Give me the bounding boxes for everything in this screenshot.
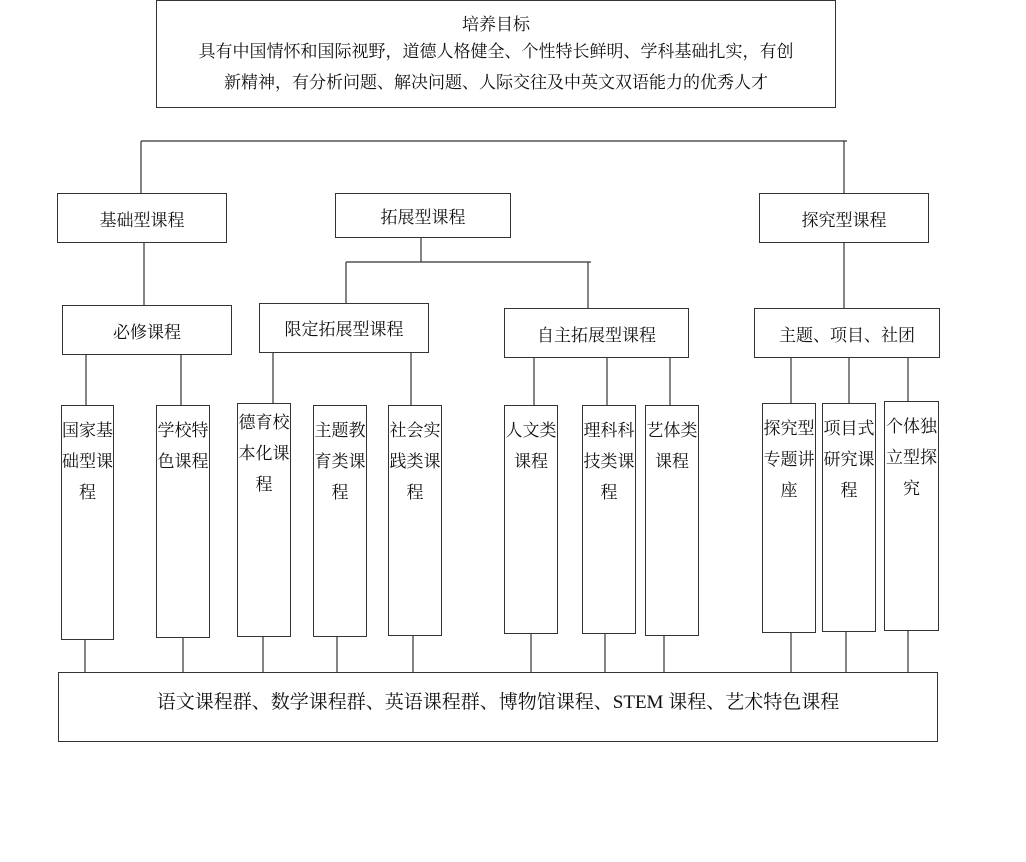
leaf-label: 理科科技类课程: [583, 421, 635, 503]
goal-title: 培养目标: [462, 15, 530, 35]
leaf-project-research: [822, 403, 876, 632]
leaf-school-feature: [156, 405, 210, 638]
leaf-label: 艺体类课程: [646, 421, 698, 472]
leaf-label: 个体独立型探究: [886, 417, 937, 499]
basic-course-box: 基础型课程: [57, 193, 227, 243]
leaf-label: 学校特色课程: [157, 421, 209, 472]
explore-course-box: 探究型课程: [759, 193, 929, 243]
leaf-theme-education: [313, 405, 367, 637]
leaf-label: 人文类课程: [505, 421, 557, 472]
leaf-individual-inquiry: [884, 401, 939, 631]
leaf-humanities: [504, 405, 558, 634]
course-groups-box: [58, 672, 938, 742]
extend-course-box: 拓展型课程: [335, 193, 511, 238]
leaf-national-basic: [61, 405, 114, 640]
goal-line-2: 新精神，有分析问题、解决问题、人际交往及中英文双语能力的优秀人才: [224, 73, 768, 93]
goal-line-1: 具有中国情怀和国际视野，道德人格健全、个性特长鲜明、学科基础扎实，有创: [198, 42, 794, 62]
leaf-label: 探究型专题讲座: [763, 419, 815, 501]
goal-box: [156, 0, 836, 108]
leaf-arts-sports: [645, 405, 699, 636]
leaf-label: 主题教育类课程: [314, 421, 366, 503]
required-course-box: 必修课程: [62, 305, 232, 355]
leaf-topic-lecture: [762, 403, 816, 633]
limited-extend-box: 限定拓展型课程: [259, 303, 429, 353]
leaf-label: 德育校本化课程: [238, 413, 290, 495]
self-extend-box: 自主拓展型课程: [504, 308, 689, 358]
topic-project-club-box: 主题、项目、社团: [754, 308, 940, 358]
leaf-moral-school: [237, 403, 291, 637]
leaf-label: 社会实践类课程: [389, 421, 441, 503]
leaf-label: 国家基础型课程: [62, 421, 113, 503]
leaf-label: 项目式研究课程: [823, 419, 875, 501]
leaf-social-practice: [388, 405, 442, 636]
leaf-science-tech: [582, 405, 636, 634]
course-groups-text: 语文课程群、数学课程群、英语课程群、博物馆课程、STEM 课程、艺术特色课程: [156, 691, 840, 713]
